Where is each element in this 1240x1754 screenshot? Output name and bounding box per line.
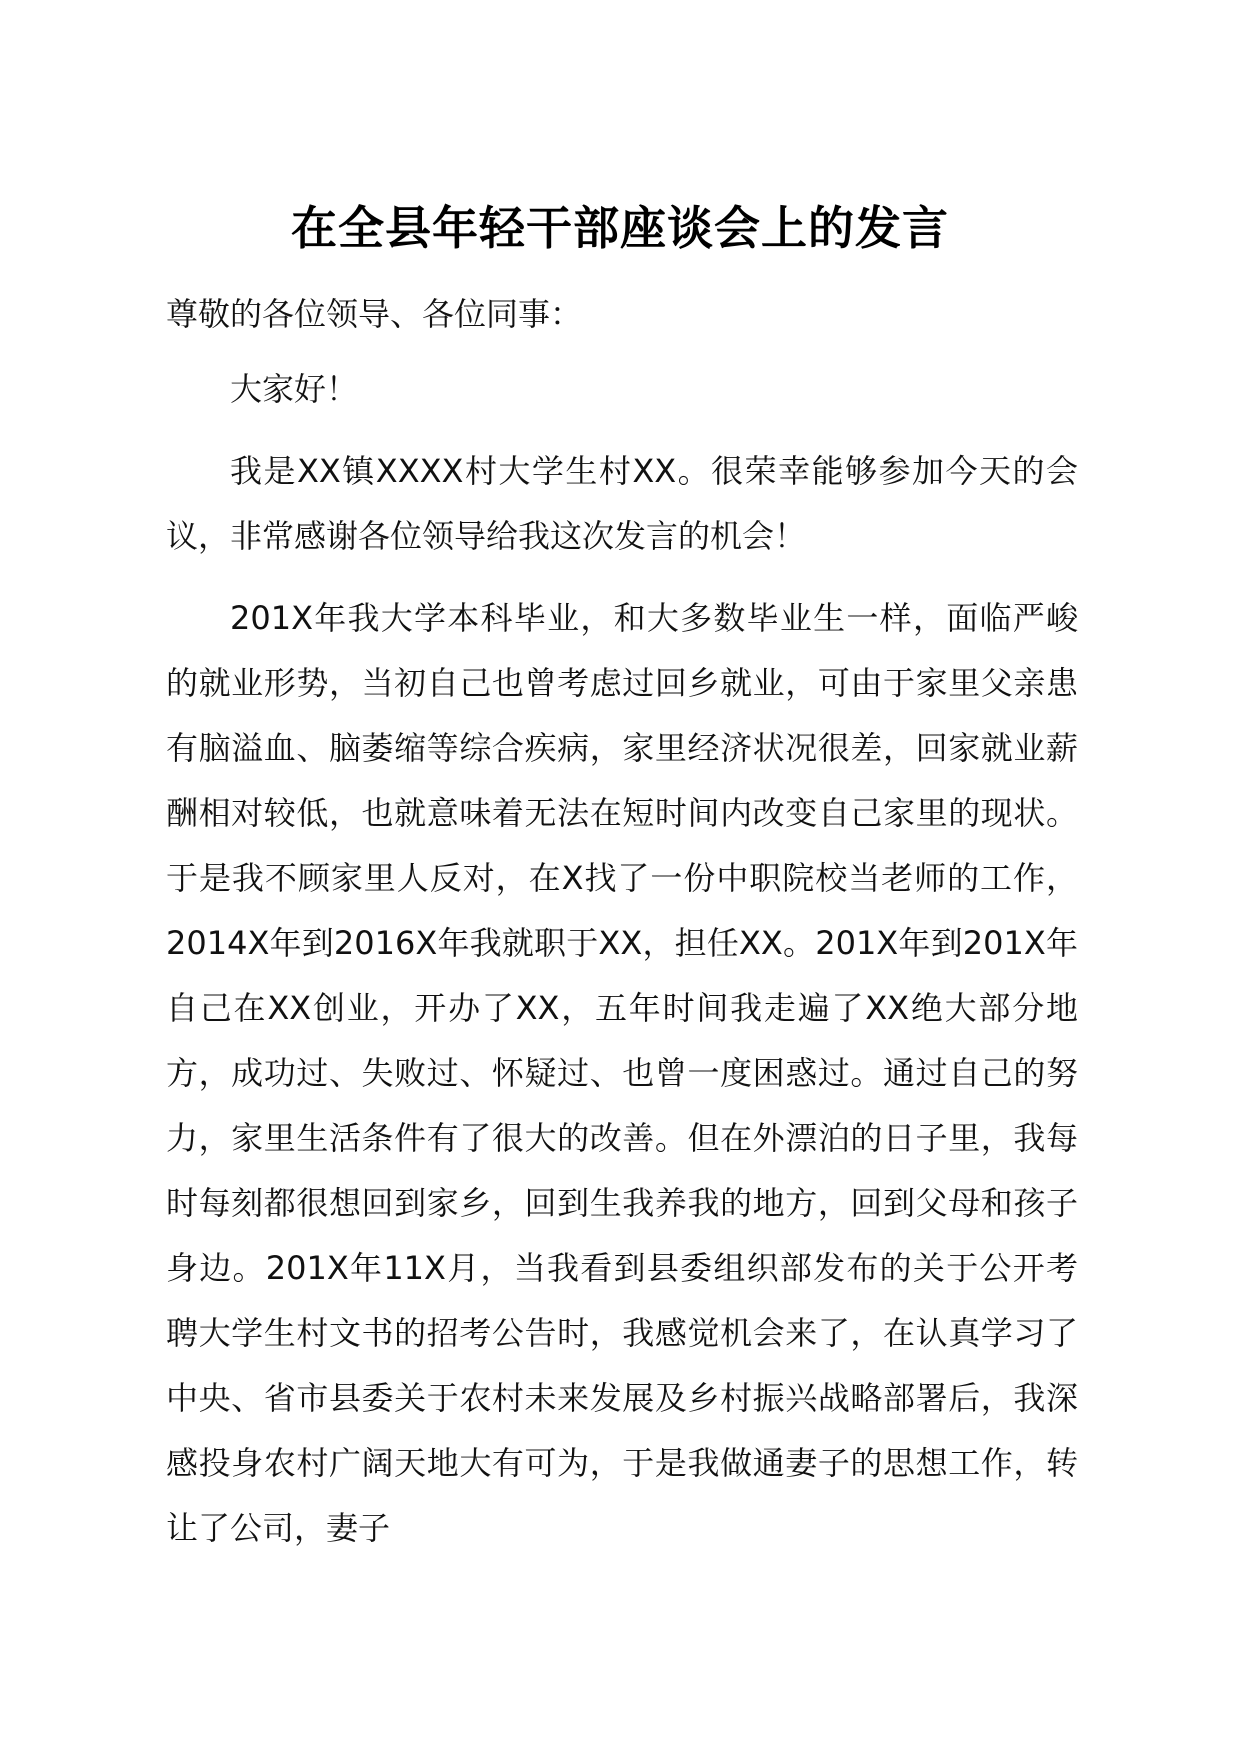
- paragraph-background: 201X年我大学本科毕业，和大多数毕业生一样，面临严峻的就业形势，当初自己也曾考虑过回乡就业，可由于家里父亲患有脑溢血、脑萎缩等综合疾病，家里经济状况很差，回家就业薪酬相对较低，也就意味着无法在短时间内改变自己家里的现状。于是我不顾家里人反对，在X找了一份中职院校当老师的工作，2014X年到2016X年我就职于XX，担任XX。201X年到201X年自己在XX创业，开办了XX，五年时间我走遍了XX绝大部分地方，成功过、失败过、怀疑过、也曾一度困惑过。通过自己的努力，家里生活条件有了很大的改善。但在外漂泊的日子里，我每时每刻都很想回到家乡，回到生我养我的地方，回到父母和孩子身边。201X年11X月，当我看到县委组织部发布的关于公开考聘大学生村文书的招考公告时，我感觉机会来了，在认真学习了中央、省市县委关于农村未来发展及乡村振兴战略部署后，我深感投身农村广阔天地大有可为，于是我做通妻子的思想工作，转让了公司，妻子: [166, 599, 1078, 1547]
- paragraph-introduction: 我是XX镇XXXX村大学生村XX。很荣幸能够参加今天的会议，非常感谢各位领导给我这次发言的机会！: [166, 452, 1078, 555]
- document-body: [166, 282, 1078, 1578]
- document-title: 在全县年轻干部座谈会上的发言: [291, 201, 949, 255]
- paragraph-greeting: 大家好！: [230, 370, 359, 408]
- salutation: 尊敬的各位领导、各位同事：: [166, 295, 583, 333]
